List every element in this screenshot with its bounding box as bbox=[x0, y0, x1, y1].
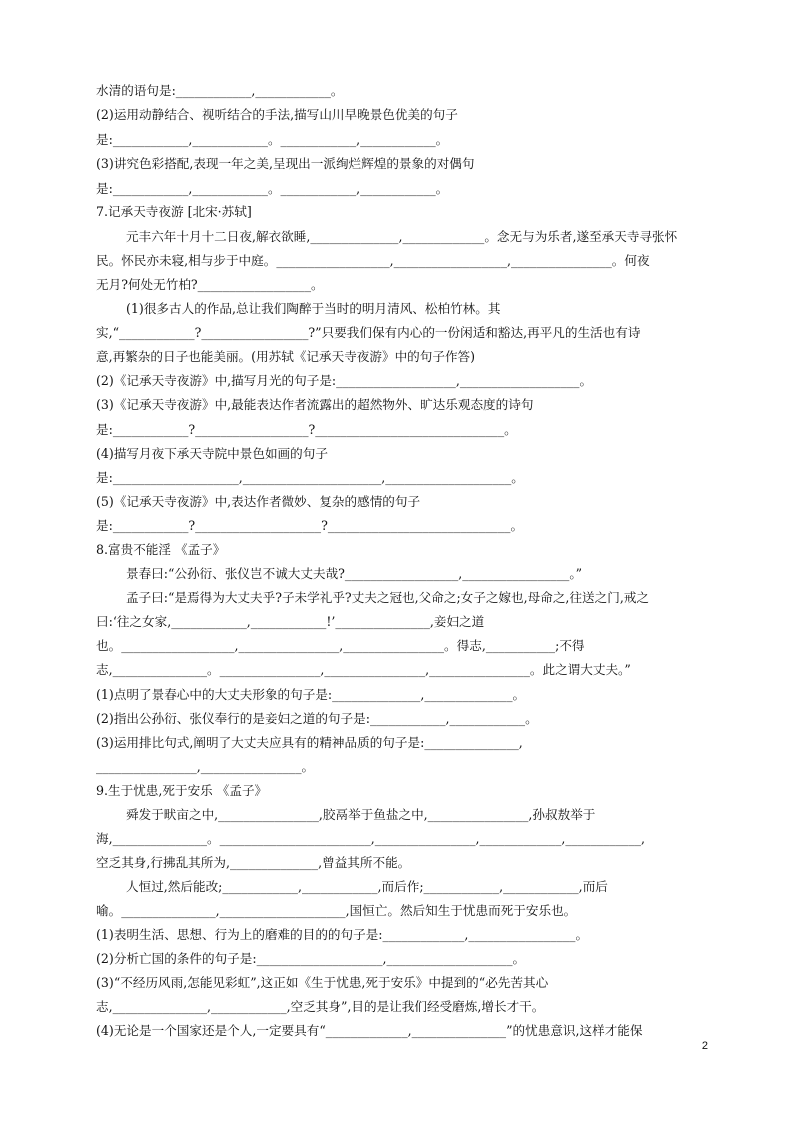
text-line: (3)运用排比句式,阐明了大丈夫应具有的精神品质的句子是:_______________, bbox=[96, 735, 523, 750]
text-line: 是:____________________,______________________,____________________。 bbox=[96, 470, 524, 485]
text-line: (3)“不经历风雨,怎能见彩虹”,这正如《生于忧患,死于安乐》中提到的“必先苦其心 bbox=[96, 975, 549, 990]
text-line: 意,再繁杂的日子也能美丽。(用苏轼《记承天寺夜游》中的句子作答) bbox=[96, 349, 476, 364]
text-line: (1)很多古人的作品,总让我们陶醉于当时的明月清风、松柏竹林。其 bbox=[126, 301, 501, 316]
text-line: 水清的语句是:____________,____________。 bbox=[96, 83, 344, 98]
text-line: 海,_______________。________________________,________________,_____________,____________, bbox=[96, 831, 645, 846]
text-line: ________________,________________。 bbox=[96, 759, 315, 774]
text-line: 舜发于畎亩之中,________________,胶鬲举于鱼盐之中,________________,孙叔敖举于 bbox=[126, 807, 596, 822]
text-line: 是:____________?____________________?_____________________________。 bbox=[96, 518, 524, 533]
text-line: 人恒过,然后能改;____________,____________,而后作;____________,____________,而后 bbox=[126, 879, 608, 894]
text-line: 实,“____________?_________________?”只要我们保有内心的一份闲适和豁达,再平凡的生活也有诗 bbox=[96, 325, 641, 340]
text-line: 是:____________,____________。____________,____________。 bbox=[96, 181, 449, 196]
text-line: 曰:‘往之女家,____________,____________!’_______________,妾妇之道 bbox=[96, 614, 485, 629]
section-heading: 7.记承天寺夜游 [北宋·苏轼] bbox=[96, 204, 252, 219]
text-line: 元丰六年十月十二日夜,解衣欲睡,______________,_____________。念无与为乐者,遂至承天寺寻张怀 bbox=[126, 229, 678, 244]
text-line: (1)表明生活、思想、行为上的磨难的目的的句子是:_____________,_________________。 bbox=[96, 927, 589, 942]
text-line: 志,_______________,____________,空乏其身”,目的是让我们经受磨炼,增长才干。 bbox=[96, 999, 545, 1014]
text-line: (3)讲究色彩搭配,表现一年之美,呈现出一派绚烂辉煌的景象的对偶句 bbox=[96, 156, 475, 171]
text-line: (4)描写月夜下承天寺院中景色如画的句子 bbox=[96, 446, 328, 461]
text-line: 喻。_______________,____________________,国恒亡。然后知生于忧患而死于安乐也。 bbox=[96, 903, 577, 918]
text-line: (3)《记承天寺夜游》中,最能表达作者流露出的超然物外、旷达乐观态度的诗句 bbox=[96, 397, 534, 412]
text-line: 是:____________,____________。____________,____________。 bbox=[96, 132, 449, 147]
section-heading: 9.生于忧患,死于安乐 《孟子》 bbox=[96, 783, 268, 798]
text-line: 民。怀民亦未寝,相与步于中庭。__________________,__________________,________________。何夜 bbox=[96, 253, 650, 268]
text-line: 也。__________________,________________,________________。得志,___________;不得 bbox=[96, 638, 585, 653]
text-line: 志,_______________。________________,________________,________________。此之谓大丈夫。” bbox=[96, 662, 631, 677]
text-line: (1)点明了景春心中的大丈夫形象的句子是:______________,______________。 bbox=[96, 687, 526, 702]
text-line: 无月?何处无竹柏?__________________。 bbox=[96, 277, 324, 292]
text-line: 是:____________?__________________?______________________________。 bbox=[96, 422, 517, 437]
text-line: (4)无论是一个国家还是个人,一定要具有“_____________,_______________”的忧患意识,这样才能保 bbox=[96, 1023, 643, 1038]
text-line: (2)《记承天寺夜游》中,描写月光的句子是:___________________,___________________。 bbox=[96, 373, 593, 388]
section-heading: 8.富贵不能淫 《孟子》 bbox=[96, 542, 226, 557]
text-line: 空乏其身,行拂乱其所为,______________,曾益其所不能。 bbox=[96, 855, 411, 870]
text-line: (2)运用动静结合、视听结合的手法,描写山川早晚景色优美的句子 bbox=[96, 107, 458, 122]
text-line: (2)分析亡国的条件的句子是:____________________,____________________。 bbox=[96, 951, 526, 966]
text-line: (5)《记承天寺夜游》中,表达作者微妙、复杂的感情的句子 bbox=[96, 494, 421, 509]
text-line: (2)指出公孙衍、张仪奉行的是妾妇之道的句子是:____________,____________。 bbox=[96, 711, 538, 726]
text-line: 景春曰:“公孙衍、张仪岂不诚大丈夫哉?__________________,_________________。” bbox=[126, 566, 583, 581]
page-number: 2 bbox=[701, 1040, 708, 1052]
text-line: 孟子曰:“是焉得为大丈夫乎?子未学礼乎?丈夫之冠也,父命之;女子之嫁也,母命之,往送之门,戒之 bbox=[126, 590, 650, 605]
